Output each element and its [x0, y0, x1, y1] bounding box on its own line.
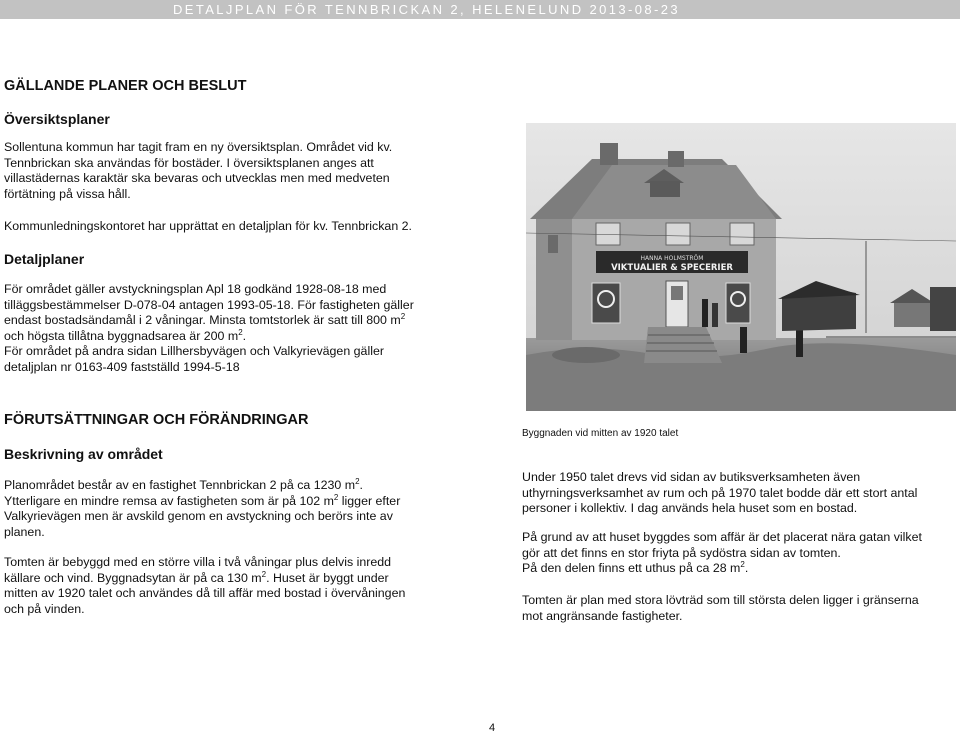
section-heading-forutsattningar: FÖRUTSÄTTNINGAR OCH FÖRÄNDRINGAR [4, 412, 309, 428]
paragraph-oversiktsplan: Sollentuna kommun har tagit fram en ny översiktsplan. Området vid kv. Tennbrickan ska användas för bostäder. I översiktsplanen anges att villastädernas karaktär ska bevaras och utvecklas men med medveten förtätning på vissa håll. [4, 140, 393, 201]
page-number: 4 [489, 722, 496, 734]
photo-caption: Byggnaden vid mitten av 1920 talet [522, 428, 679, 439]
section-heading-plans: GÄLLANDE PLANER OCH BESLUT [4, 78, 247, 94]
paragraph-planomradet: Planområdet består av en fastighet Tennbrickan 2 på ca 1230 $m^2$. Ytterligare en mindre remsa av fastigheten som är på 102 $m^2$ ligger efter Valkyrievägen men är avskild genom en avstyckning och berörs inte av planen. [4, 476, 401, 539]
building-illustration [526, 123, 956, 411]
sign-text: VIKTUALIER & SPECERIER [611, 263, 733, 273]
paragraph-kommunledning: Kommunledningskontoret har upprättat en detaljplan för kv. Tennbrickan 2. [4, 219, 412, 233]
historic-building-photo [526, 123, 956, 411]
paragraph-lovtrad: Tomten är plan med stora lövträd som till största delen ligger i gränserna mot angränsande fastigheter. [522, 593, 919, 623]
paragraph-detaljplaner: För området gäller avstyckningsplan Apl 18 godkänd 1928-08-18 med tilläggsbestämmelser D-078-04 antagen 1993-05-18. För fastigheten gäller endast bostadsändamål i 2 våningar. Minsta tomtstorlek är satt till 800 $m^2$ och högsta tillåtna byggnadsarea är 200 $m^2$. För området på andra sidan Lillhersbyvägen och Valkyrievägen gäller detaljplan nr 0163-409 fastställd 1994-5-18 [4, 282, 414, 374]
subheading-oversiktsplaner: Översiktsplaner [4, 111, 110, 127]
subheading-beskrivning: Beskrivning av området [4, 446, 163, 462]
paragraph-placering: På grund av att huset byggdes som affär är det placerat nära gatan vilket gör att det finns en stor friyta på sydöstra sidan av tomten. På den delen finns ett uthus på ca 28 $m^2$. [522, 530, 922, 575]
paragraph-tomten: Tomten är bebyggd med en större villa i två våningar plus delvis inredd källare och vind. Byggnadsytan är på ca 130 $m^2$. Huset är byggt under mitten av 1920 talet och användes då till affär med bostad i övervåningen och på vinden. [4, 555, 406, 616]
document-header-title: DETALJPLAN FÖR TENNBRICKAN 2, HELENELUND 2013-08-23 [173, 2, 680, 17]
paragraph-historia: Under 1950 talet drevs vid sidan av butiksverksamheten även uthyrningsverksamhet av rum och på 1970 talet bodde där ett stort antal personer i kollektiv. I dag används hela huset som en bostad. [522, 470, 918, 515]
subheading-detaljplaner: Detaljplaner [4, 251, 85, 267]
header-bar [0, 0, 960, 19]
sign-name: HANNA HOLMSTRÖM [640, 255, 704, 262]
